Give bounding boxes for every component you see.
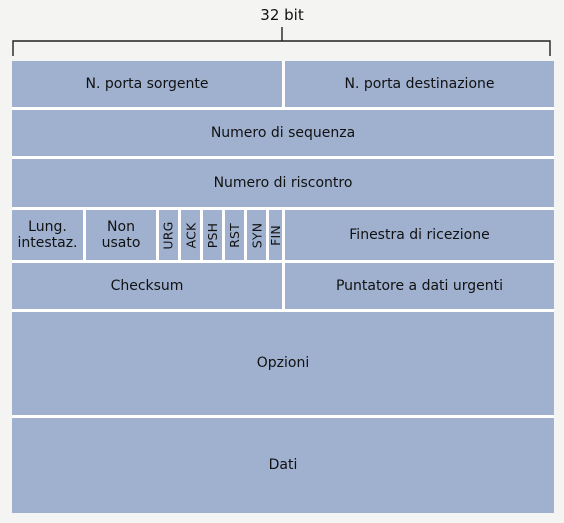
data-field: Dati: [12, 418, 554, 513]
options-field: Opzioni: [12, 312, 554, 415]
width-bracket: [0, 0, 564, 60]
flag-urg: [159, 210, 178, 260]
flag-psh-label: PSH: [205, 222, 221, 248]
flag-ack-label: ACK: [183, 222, 199, 248]
flag-psh: [203, 210, 222, 260]
header-length-field: Lung. intestaz.: [12, 210, 83, 260]
tcp-segment-header: [12, 61, 554, 513]
flag-syn: [247, 210, 266, 260]
urgent-pointer-field: Puntatore a dati urgenti: [285, 263, 554, 309]
receive-window-field: Finestra di ricezione: [285, 210, 554, 260]
sequence-number-field: Numero di sequenza: [12, 110, 554, 156]
flag-fin: [269, 210, 282, 260]
flag-ack: [181, 210, 200, 260]
ack-number-field: Numero di riscontro: [12, 159, 554, 207]
flag-rst-label: RST: [227, 222, 243, 248]
checksum-field: Checksum: [12, 263, 282, 309]
flag-rst: [225, 210, 244, 260]
unused-field: Non usato: [86, 210, 156, 260]
flag-urg-label: URG: [161, 220, 176, 250]
bit-width-label: 32 bit: [260, 6, 304, 24]
flag-syn-label: SYN: [249, 222, 264, 248]
source-port-field: N. porta sorgente: [12, 61, 282, 107]
flag-fin-label: FIN: [268, 224, 284, 246]
destination-port-field: N. porta destinazione: [285, 61, 554, 107]
